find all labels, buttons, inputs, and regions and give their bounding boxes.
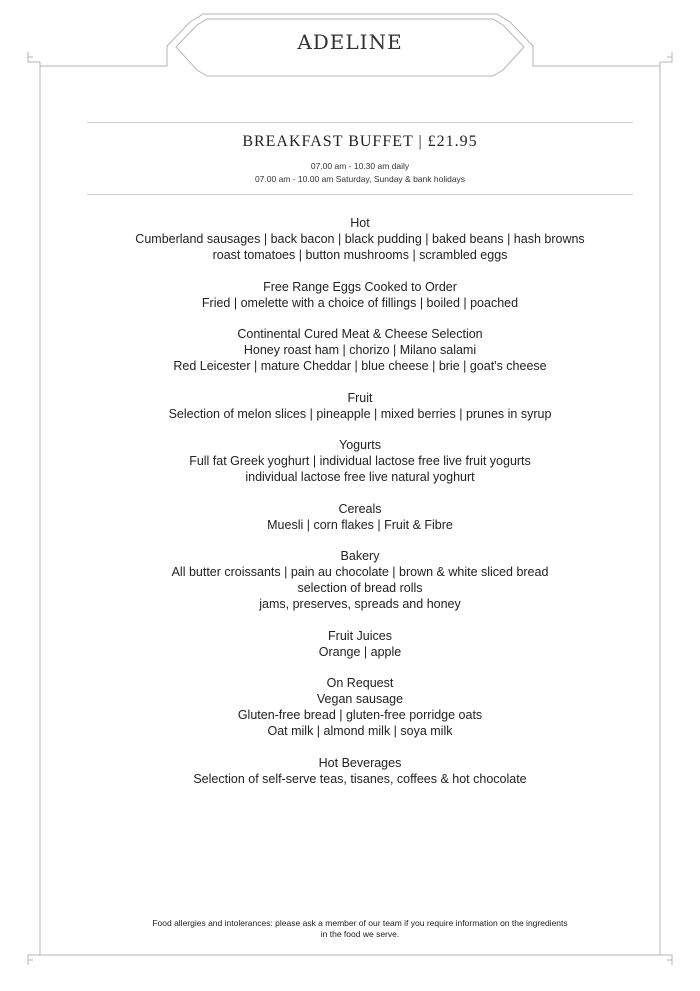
menu-section-eggs [80,279,640,311]
section-title: Bakery [340,549,380,563]
section-title: Fruit Juices [328,628,392,643]
section-line: Full fat Greek yoghurt | individual lactose free live fruit yogurts [189,454,531,468]
section-line: Oat milk | almond milk | soya milk [267,724,453,738]
section-line: Selection of self-serve teas, tisanes, coffees & hot chocolate [193,771,527,786]
menu-section-bakery [80,548,640,612]
section-line: selection of bread rolls [297,581,423,595]
divider-top [87,122,633,123]
section-line: Orange | apple [318,644,402,659]
allergy-notice-line-2: in the food we serve. [320,929,400,939]
menu-section-hot [80,215,640,263]
section-line: roast tomatoes | button mushrooms | scrambled eggs [212,248,508,262]
menu-section-cereals [80,501,640,533]
hours-weekend: 07.00 am - 10.00 am Saturday, Sunday & bank holidays [254,174,466,184]
section-line: Honey roast ham | chorizo | Milano salami [243,343,477,357]
menu-section-on-request [80,675,640,739]
section-title: On Request [326,676,394,690]
hours-weekday: 07.00 am - 10.30 am daily [310,161,410,171]
section-title: Fruit [347,390,373,405]
section-line: Vegan sausage [316,692,404,706]
section-title: Cereals [338,501,382,516]
section-title: Hot Beverages [318,755,402,770]
section-title: Continental Cured Meat & Cheese Selection [237,327,483,341]
menu-section-yogurts [80,437,640,485]
section-line: Red Leicester | mature Cheddar | blue cheese | brie | goat's cheese [173,359,547,373]
section-title: Hot [350,216,370,230]
section-line: All butter croissants | pain au chocolate | brown & white sliced bread [171,565,549,579]
section-line: jams, preserves, spreads and honey [259,597,461,611]
menu-section-fruit [80,390,640,422]
allergy-notice-line-1: Food allergies and intolerances: please ask a member of our team if you require information on the ingredients [152,918,568,928]
section-title: Yogurts [339,438,381,452]
section-line: Fried | omelette with a choice of fillings | boiled | poached [201,295,519,310]
page-title: BREAKFAST BUFFET | £21.95 [242,133,478,150]
menu-section-hot-beverages [80,755,640,787]
allergy-notice [70,918,650,940]
section-line: Gluten-free bread | gluten-free porridge oats [237,708,483,722]
section-line: Selection of melon slices | pineapple | mixed berries | prunes in syrup [168,406,552,421]
menu-sections [80,215,640,802]
divider-bottom [87,194,633,195]
menu-section-continental [80,326,640,374]
section-line: Cumberland sausages | back bacon | black pudding | baked beans | hash browns [135,232,585,246]
brand-logo: ADELINE [297,30,403,54]
menu-section-juices [80,628,640,660]
section-line: individual lactose free live natural yoghurt [245,470,475,484]
section-line: Muesli | corn flakes | Fruit & Fibre [267,517,453,532]
section-title: Free Range Eggs Cooked to Order [263,279,457,294]
